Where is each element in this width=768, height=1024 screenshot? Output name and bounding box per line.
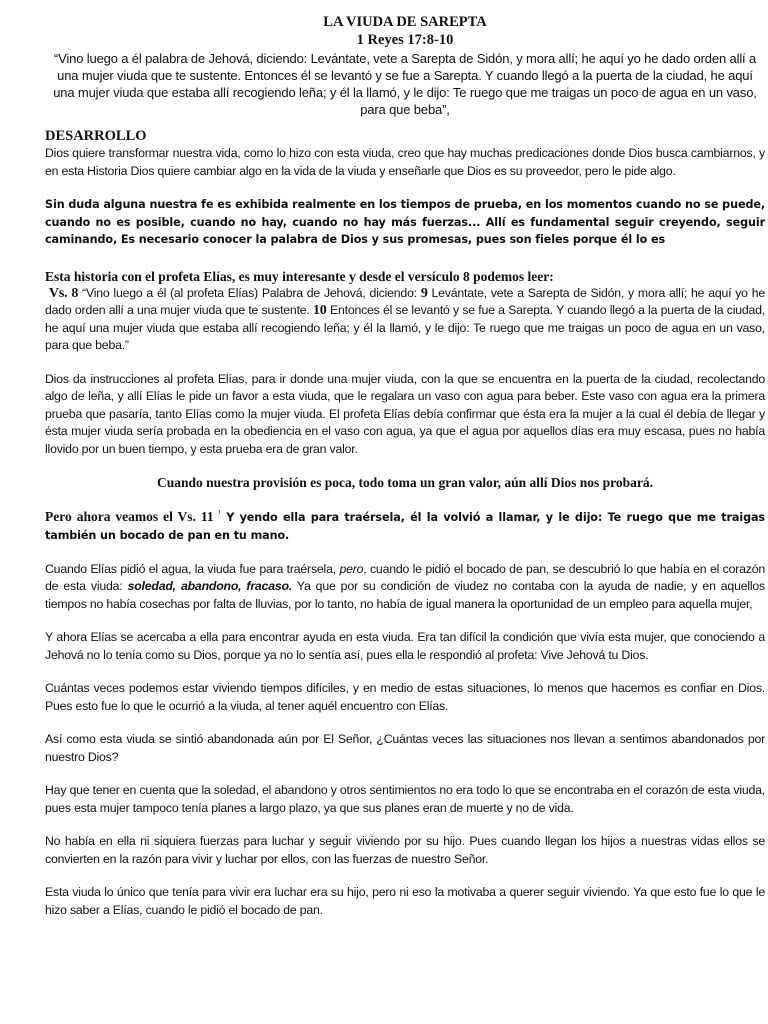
paragraph-son: Esta viuda lo único que tenía para vivir era luchar era su hijo, pero ni eso la motivaba a querer seguir viviendo. Ya que esto fue lo que le hizo saber a Elías, cuando le pidió el bocado de pan. [45, 885, 765, 917]
paragraph-intro: Dios quiere transformar nuestra vida, como lo hizo con esta viuda, creo que hay muchas predicaciones donde Dios busca cambiarnos, y en esta Historia Dios quiere cambiar algo en la vida de la viuda y enseñarle que Dios es su proveedor, pero le pide algo. [45, 146, 765, 178]
verse-8-label: Vs. 8 [48, 285, 79, 301]
paragraph-elias-approach: Y ahora Elías se acercaba a ella para encontrar ayuda en esta viuda. Era tan difícil la condición que vivía esta mujer, que conociendo a Jehová no lo tenía como su Dios, porque ya no lo sentía así, pues ella le respondió al profeta: Vive Jehová tu Dios. [45, 630, 765, 662]
heart-text-e: Ya que por su condición de viudez no contaba con la ayuda de nadie, y en aquellos tiempos no había cosechas por falta de lluvias, por lo tanto, no había de igual manera la oportunidad de un empleo para aquella mujer, [45, 579, 765, 611]
paragraph-no-strength: No había en ella ni siquiera fuerzas para luchar y seguir viviendo por su hijo. Pues cuando llegan los hijos a nuestras vidas ellos se convierten en la razón para vivir y luchar por ellos, con las fuerzas de nuestro Señor. [45, 834, 765, 866]
verse-9-text: Levántate, vete a Sarepta de Sidón, y mora allí; he aquí yo he dado orden allí a una mujer viuda que te sustente. [45, 285, 765, 317]
scripture-reference: 1 Reyes 17:8-10 [356, 32, 454, 48]
opening-quote: “Vino luego a él palabra de Jehová, diciendo: Levántate, vete a Sarepta de Sidón, y mora allí; he aquí yo he dado orden allí a una mujer viuda que te sustente. Entonces él se levantó y se fue a Sarepta. Y cuando llegó a la puerta de la ciudad, he aquí una mujer viuda que estaba allí recogiendo leña; y él la llamó, y le dijo: Te ruego que me traigas un poco de agua en un vaso, para que beba”, [53, 51, 757, 117]
heart-text-c: , cuando le pidió el bocado de pan, se descubrió lo que había en el corazón de esta viuda: [45, 561, 765, 593]
section-heading: DESARROLLO [45, 128, 147, 144]
verse-10-text: Entonces él se levantó y se fue a Sarepta. Y cuando llegó a la puerta de la ciudad, he aquí una mujer viuda que estaba allí recogiendo leña; y él la llamó, y le dijo: Te ruego que me traigas un poco de agua en un vaso, para que beba.” [45, 303, 765, 352]
paragraph-instructions: Dios da instrucciones al profeta Elías, para ir donde una mujer viuda, con la que se encuentra en la puerta de la ciudad, recolectando algo de leña, y allí Elías le pide un favor a esta viuda, que le regalara un vaso con agua para beber. Este vaso con agua era la primera prueba que pasaría, tanto Elías como la mujer viuda. El profeta Elías debía confirmar que ésta era la mujer a la cual él debía de llegar y ésta mujer viuda sería probada en la obediencia en el vaso con agua, ya que el agua por aquellos días era muy escasa, pues no había llovido por un buen tiempo, y esta prueba era de gran valor. [45, 371, 765, 456]
document-title: LA VIUDA DE SAREPTA [323, 14, 487, 30]
heart-text-emphasis: soledad, abandono, fracaso. [127, 579, 292, 593]
document-page [45, 13, 765, 919]
paragraph-verse-11 [45, 508, 765, 545]
heart-text-a: Cuando Elías pidió el agua, la viuda fue para traérsela, [45, 561, 340, 576]
paragraph-heart [45, 561, 765, 614]
verse-11-superscript: ¹ [218, 508, 221, 518]
verse-8-text: “Vino luego a él (al profeta Elías) Palabra de Jehová, diciendo: [78, 285, 421, 300]
paragraph-provision: Cuando nuestra provisión es poca, todo toma un gran valor, aún allí Dios nos probará. [157, 475, 653, 490]
verse-11-text: Y yendo ella para traérsela, él la volvió a llamar, y le dijo: Te ruego que me traigas también un bocado de pan en tu mano. [45, 510, 765, 542]
paragraph-story-heading: Esta historia con el profeta Elías, es muy interesante y desde el versículo 8 podemos leer: [45, 268, 554, 284]
paragraph-faith: Sin duda alguna nuestra fe es exhibida realmente en los tiempos de prueba, en los momentos cuando no se puede, cuando no es posible, cuando no hay, cuando no hay más fuerzas... Allí es fundamental seguir creyendo, seguir caminando, Es necesario conocer la palabra de Dios y sus promesas, pues son fieles porque él lo es [45, 198, 765, 246]
paragraph-feelings: Hay que tener en cuenta que la soledad, el abandono y otros sentimientos no era todo lo que se encontraba en el corazón de esta viuda, pues esta mujer tampoco tenía planes a largo plazo, ya que sus planes eran de muerte y no de vida. [45, 783, 765, 815]
paragraph-difficult-times: Cuántas veces podemos estar viviendo tiempos difíciles, y en medio de estas situaciones, lo menos que hacemos es confiar en Dios. Pues esto fue lo que le ocurrió a la viuda, al tener aquél encuentro con Elías. [45, 681, 765, 713]
verse-11-lead: Pero ahora veamos el Vs. 11 [45, 508, 214, 524]
paragraph-verses [45, 285, 765, 355]
heart-text-pero: pero [339, 561, 364, 576]
verse-9-label: 9 [420, 285, 428, 301]
verse-10-label: 10 [313, 303, 327, 318]
title-block [45, 13, 765, 49]
paragraph-abandoned: Así como esta viuda se sintió abandonada aún por El Señor, ¿Cuántas veces las situaciones nos llevan a sentimos abandonados por nuestro Dios? [45, 732, 765, 764]
